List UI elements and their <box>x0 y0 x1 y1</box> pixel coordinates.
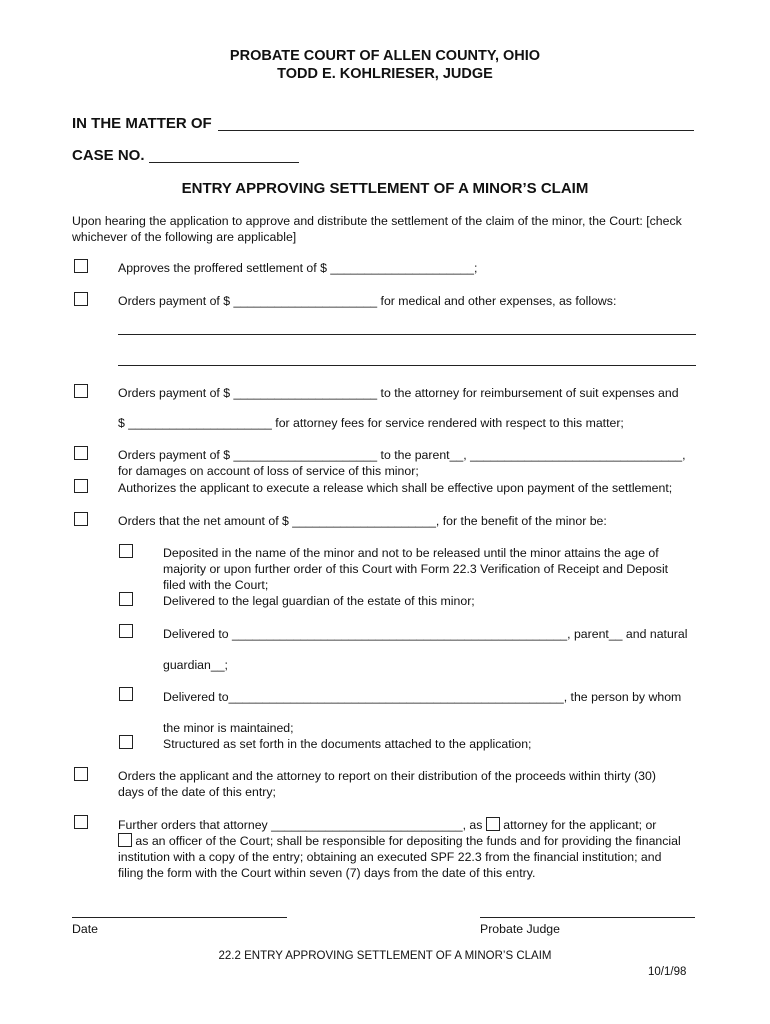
attorney-for-applicant-checkbox[interactable] <box>486 817 500 831</box>
court-name: PROBATE COURT OF ALLEN COUNTY, OHIO <box>229 48 541 64</box>
date-signature-line[interactable] <box>72 917 287 918</box>
legal-guardian-checkbox[interactable] <box>119 592 133 606</box>
attorney-payment-text-1: Orders payment of $ _____________________ to the attorney for reimbursement of suit expenses and <box>118 386 679 400</box>
structured-text: Structured as set forth in the documents attached to the application; <box>163 737 532 751</box>
medical-expenses-checkbox[interactable] <box>74 292 88 306</box>
release-checkbox[interactable] <box>74 479 88 493</box>
net-amount-text: Orders that the net amount of $ _____________________, for the benefit of the minor be: <box>118 514 607 528</box>
legal-guardian-text: Delivered to the legal guardian of the estate of this minor; <box>163 594 475 608</box>
report-text-2: days of the date of this entry; <box>118 785 276 799</box>
judge-name: TODD E. KOHLRIESER, JUDGE <box>277 66 493 82</box>
deposited-text-1: Deposited in the name of the minor and not to be released until the minor attains the age of <box>163 546 659 560</box>
deposited-text-2: majority or upon further order of this Court with Form 22.3 Verification of Receipt and Deposit <box>163 562 669 576</box>
deposited-text-3: filed with the Court; <box>163 578 269 592</box>
matter-label: IN THE MATTER OF <box>72 115 212 132</box>
medical-detail-line-2[interactable] <box>118 365 696 366</box>
delivered-parent-text-1: Delivered to _________________________________________________, parent__ and natural <box>163 627 688 641</box>
delivered-parent-checkbox[interactable] <box>119 624 133 638</box>
deposited-checkbox[interactable] <box>119 544 133 558</box>
attorney-payment-checkbox[interactable] <box>74 384 88 398</box>
parent-payment-text-2: for damages on account of loss of service of this minor; <box>118 464 419 478</box>
document-title: ENTRY APPROVING SETTLEMENT OF A MINOR’S CLAIM <box>181 180 589 197</box>
report-text-1: Orders the applicant and the attorney to report on their distribution of the proceeds within thirty (30) <box>118 769 656 783</box>
delivered-person-text-2: the minor is maintained; <box>163 721 294 735</box>
further-orders-text-3: institution with a copy of the entry; obtaining an executed SPF 22.3 from the financial institution; and <box>118 850 662 864</box>
medical-expenses-text: Orders payment of $ _____________________ for medical and other expenses, as follows: <box>118 294 617 308</box>
further-orders-checkbox[interactable] <box>74 815 88 829</box>
intro-line-2: whichever of the following are applicable] <box>72 230 297 244</box>
delivered-parent-text-2: guardian__; <box>163 658 228 672</box>
medical-detail-line-1[interactable] <box>118 334 696 335</box>
matter-name-line[interactable] <box>218 130 694 131</box>
attorney-payment-text-2: $ _____________________ for attorney fees for service rendered with respect to this matter; <box>118 416 624 430</box>
case-label: CASE NO. <box>72 147 145 164</box>
case-number-line[interactable] <box>149 162 299 163</box>
officer-of-court-checkbox[interactable] <box>118 833 132 847</box>
footer-revision-date: 10/1/98 <box>648 966 687 978</box>
parent-payment-checkbox[interactable] <box>74 446 88 460</box>
further-orders-text-1a: Further orders that attorney ____________________________, as <box>118 818 483 832</box>
parent-payment-text-1: Orders payment of $ _____________________ to the parent__, _______________________________, <box>118 448 686 462</box>
further-orders-line-1 <box>118 817 656 833</box>
date-label: Date <box>72 922 98 936</box>
delivered-person-checkbox[interactable] <box>119 687 133 701</box>
structured-checkbox[interactable] <box>119 735 133 749</box>
delivered-person-text-1: Delivered to_________________________________________________, the person by whom <box>163 690 682 704</box>
judge-signature-line[interactable] <box>480 917 695 918</box>
net-amount-checkbox[interactable] <box>74 512 88 526</box>
further-orders-text-2: as an officer of the Court; shall be responsible for depositing the funds and for providing the financial <box>135 834 681 848</box>
further-orders-text-1b: attorney for the applicant; or <box>503 818 657 832</box>
further-orders-line-2 <box>118 833 681 849</box>
release-text: Authorizes the applicant to execute a release which shall be effective upon payment of the settlement; <box>118 481 673 495</box>
further-orders-text-4: filing the form with the Court within seven (7) days from the date of this entry. <box>118 866 536 880</box>
approves-settlement-checkbox[interactable] <box>74 259 88 273</box>
report-checkbox[interactable] <box>74 767 88 781</box>
probate-judge-label: Probate Judge <box>480 922 560 936</box>
intro-line-1: Upon hearing the application to approve and distribute the settlement of the claim of the minor, the Court: [check <box>72 214 682 228</box>
footer-form-title: 22.2 ENTRY APPROVING SETTLEMENT OF A MINOR’S CLAIM <box>218 950 552 962</box>
approves-settlement-text: Approves the proffered settlement of $ _____________________; <box>118 261 478 275</box>
